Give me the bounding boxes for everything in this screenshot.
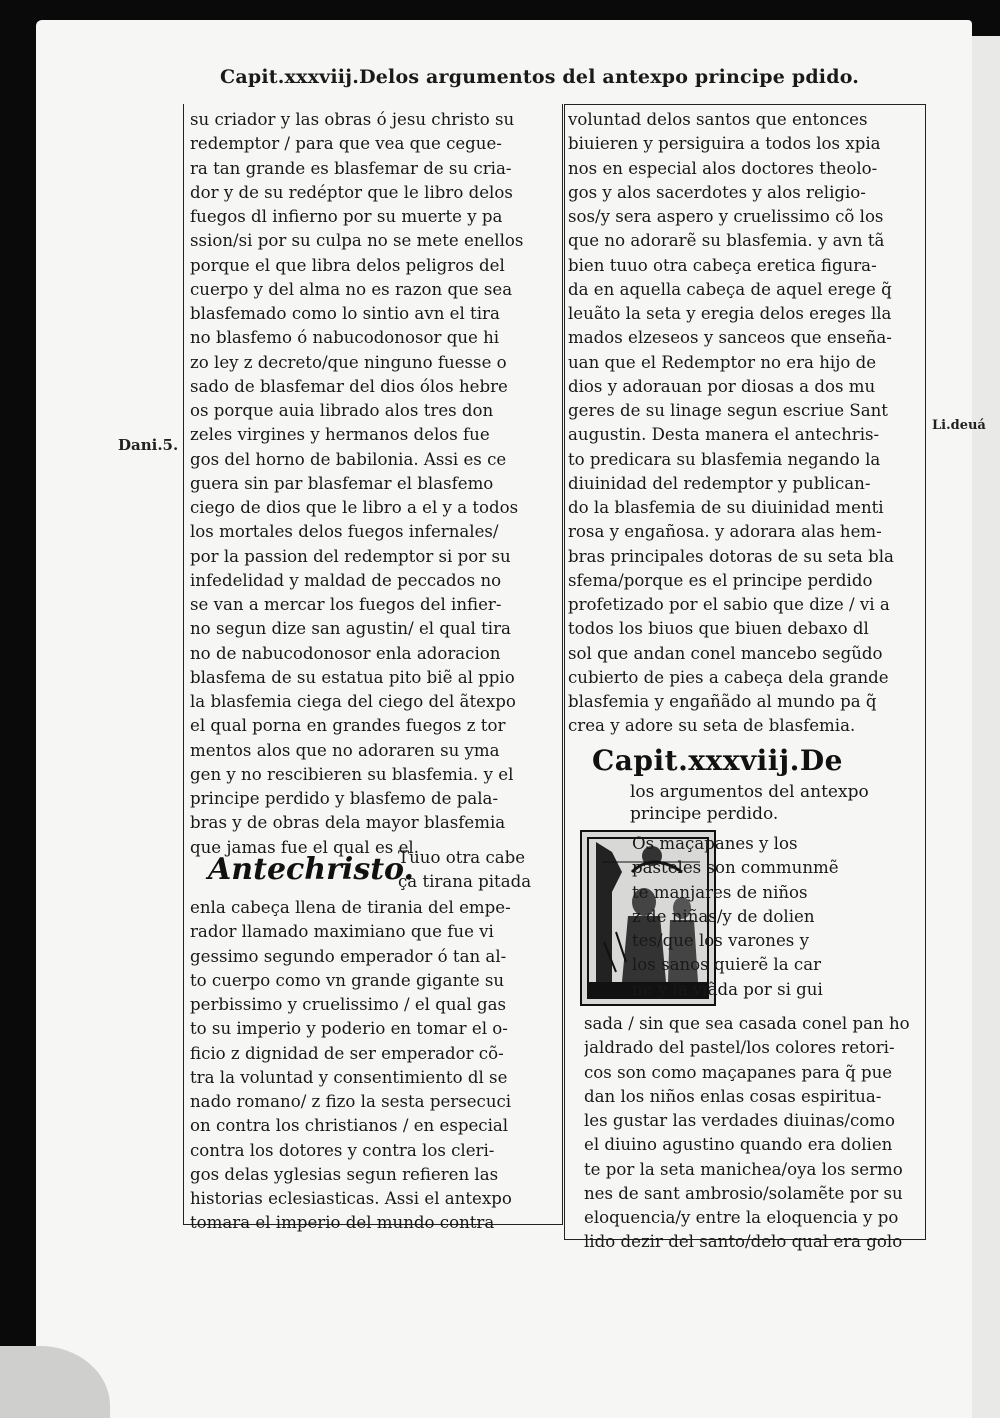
text-line: dor y de su redéptor que le libro delos (190, 182, 513, 202)
text-line: no de nabucodonosor enla adoracion (190, 643, 501, 663)
text-line: historias eclesiasticas. Assi el antexpo (190, 1189, 512, 1208)
next-page-edge (972, 36, 1000, 1418)
text-line: que no adorarẽ su blasfemia. y avn tã (568, 231, 885, 251)
text-line: mentos alos que no adoraren su yma (190, 740, 500, 760)
text-line: les gustar las verdades diuinas/como (584, 1111, 895, 1130)
text-line: Os maçapanes y los (632, 834, 798, 853)
text-line: el diuino agustino quando era dolien (584, 1135, 893, 1155)
text-line: gos y alos sacerdotes y alos religio- (568, 182, 866, 202)
text-line: cos son como maçapanes para q̃ pue (584, 1062, 893, 1082)
text-line: los mortales delos fuegos infernales/ (190, 522, 499, 542)
running-header: Capit.xxxviij.Delos argumentos del antexpo principe pdido. (220, 66, 860, 88)
text-line: su criador y las obras ó jesu christo su (190, 110, 515, 129)
text-line: eloquencia/y entre la eloquencia y po (584, 1208, 899, 1227)
text-line: tra la voluntad y consentimiento dl se (190, 1067, 508, 1087)
text-line: tomara el imperio del mundo contra (190, 1213, 495, 1233)
text-line: ciego de dios que le libro a el y a todos (190, 498, 519, 517)
text-line: uan que el Redemptor no era hijo de (568, 352, 877, 372)
chapter-subtitle-2: principe perdido. (630, 804, 779, 824)
text-line: lido dezir del santo/delo qual era golo (584, 1232, 903, 1252)
text-line: to cuerpo como vn grande gigante su (190, 970, 505, 990)
text-line: os porque auia librado alos tres don (190, 401, 494, 420)
text-line: ficio z dignidad de ser emperador cõ- (190, 1043, 504, 1063)
text-line: la blasfemia ciega del ciego del ãtexpo (190, 692, 516, 711)
text-line: dan los niños enlas cosas espiritua- (584, 1086, 882, 1106)
text-line: ne y la viãda por si gui (632, 979, 823, 999)
text-line: voluntad delos santos que entonces (568, 110, 868, 129)
text-line: todos los biuos que biuen debaxo dl (568, 619, 869, 639)
text-line: ssion/si por su culpa no se mete enellos (190, 231, 524, 251)
text-line: zo ley z decreto/que ninguno fuesse o (190, 352, 507, 372)
text-line: nes de sant ambrosio/solamẽte por su (584, 1183, 903, 1203)
left-column-text-continued (190, 896, 554, 1236)
text-line: mados elzeseos y sanceos que enseña- (568, 328, 892, 348)
text-line: no segun dize san agustin/ el qual tira (190, 619, 511, 639)
chapter-text-beside-woodcut (632, 832, 922, 1002)
text-line: perbissimo y cruelissimo / el qual gas (190, 995, 507, 1014)
text-line: fuegos dl infierno por su muerte y pa (190, 207, 503, 226)
text-line: gos delas yglesias segun refieren las (190, 1164, 499, 1184)
text-line: da en aquella cabeça de aquel erege q̃ (568, 279, 892, 299)
text-line: te por la seta manichea/oya los sermo (584, 1159, 903, 1179)
text-line: dios y adorauan por diosas a dos mu (568, 376, 876, 396)
text-line: contra los dotores y contra los cleri- (190, 1140, 495, 1160)
margin-note-left: Dani.5. (118, 436, 179, 454)
text-line: profetizado por el sabio que dize / vi a (568, 595, 890, 614)
text-line: se van a mercar los fuegos del infier- (190, 595, 502, 614)
text-line: el qual porna en grandes fuegos z tor (190, 716, 506, 736)
text-line: por la passion del redemptor si por su (190, 546, 511, 566)
text-line: te manjares de niños (632, 882, 808, 902)
text-line: leuãto la seta y eregia delos ereges lla (568, 304, 892, 323)
text-line: ra tan grande es blasfemar de su cria- (190, 158, 512, 178)
text-line: to su imperio y poderio en tomar el o- (190, 1019, 508, 1039)
text-line: gos del horno de babilonia. Assi es ce (190, 449, 507, 469)
text-line: rosa y engañosa. y adorara alas hem- (568, 522, 882, 542)
text-line: crea y adore su seta de blasfemia. (568, 716, 856, 736)
text-line: nos en especial alos doctores theolo- (568, 158, 878, 178)
text-line: zeles virgines y hermanos delos fue (190, 425, 490, 445)
text-line: to predicara su blasfemia negando la (568, 449, 881, 469)
margin-note-right: Li.deuá (932, 418, 986, 433)
text-line: augustin. Desta manera el antechris- (568, 425, 880, 445)
text-line: porque el que libra delos peligros del (190, 255, 505, 275)
left-column-text (190, 108, 554, 860)
text-line: diuinidad del redemptor y publican- (568, 473, 871, 493)
chapter-subtitle-1: los argumentos del antexpo (630, 782, 869, 802)
text-line: sado de blasfemar del dios ólos hebre (190, 376, 508, 396)
text-line: los sanos quierẽ la car (632, 955, 822, 975)
text-line: geres de su linage segun escriue Sant (568, 401, 888, 420)
text-line: infedelidad y maldad de peccados no (190, 570, 502, 590)
text-line: sfema/porque es el principe perdido (568, 570, 873, 590)
text-line: blasfemia y engañãdo al mundo pa q̃ (568, 692, 877, 711)
text-line: bras principales dotoras de su seta bla (568, 546, 894, 566)
text-line: do la blasfemia de su diuinidad menti (568, 498, 884, 517)
text-line: blasfema de su estatua pito biẽ al ppio (190, 667, 515, 687)
text-line: z de niñas/y de dolien (632, 906, 815, 926)
text-line: sol que andan conel mancebo segũdo (568, 643, 883, 663)
text-line: sada / sin que sea casada conel pan ho (584, 1014, 910, 1033)
text-line: sos/y sera aspero y cruelissimo cõ los (568, 207, 884, 226)
text-line: bien tuuo otra cabeça eretica figura- (568, 255, 877, 275)
text-line: blasfemado como lo sintio avn el tira (190, 304, 500, 323)
text-line: no blasfemo ó nabucodonosor que hi (190, 328, 500, 348)
text-line: pasteles son communmẽ (632, 858, 839, 878)
text-line: rador llamado maximiano que fue vi (190, 922, 494, 942)
text-line: bras y de obras dela mayor blasfemia (190, 813, 506, 833)
text-line: principe perdido y blasfemo de pala- (190, 789, 499, 808)
right-column-text (568, 108, 914, 739)
text-line: cuerpo y del alma no es razon que sea (190, 279, 513, 299)
text-line: que jamas fue el qual es el. (190, 837, 419, 857)
text-line: cubierto de pies a cabeça dela grande (568, 667, 889, 687)
text-line: on contra los christianos / en especial (190, 1116, 509, 1136)
text-line: guera sin par blasfemar el blasfemo (190, 473, 494, 493)
chapter-heading: Capit.xxxviij.De (592, 744, 843, 777)
antechristo-line-1: Tuuo otra cabe (398, 848, 526, 867)
antechristo-line-2: ça tirana pitada (398, 872, 532, 891)
text-line: biuieren y persiguira a todos los xpia (568, 134, 881, 154)
text-line: redemptor / para que vea que ceguе- (190, 134, 502, 154)
text-line: enla cabeça llena de tirania del empe- (190, 898, 511, 917)
antechristo-heading: Antechristo. (208, 852, 414, 887)
text-line: gen y no rescibieren su blasfemia. y el (190, 764, 514, 784)
text-line: gessimo segundo emperador ó tan al- (190, 946, 507, 966)
chapter-text (584, 1012, 924, 1255)
text-line: jaldrado del pastel/los colores retori- (584, 1038, 895, 1058)
text-line: tes/que los varones y (632, 931, 809, 950)
text-line: nado romano/ z fizo la sesta persecuci (190, 1092, 512, 1111)
